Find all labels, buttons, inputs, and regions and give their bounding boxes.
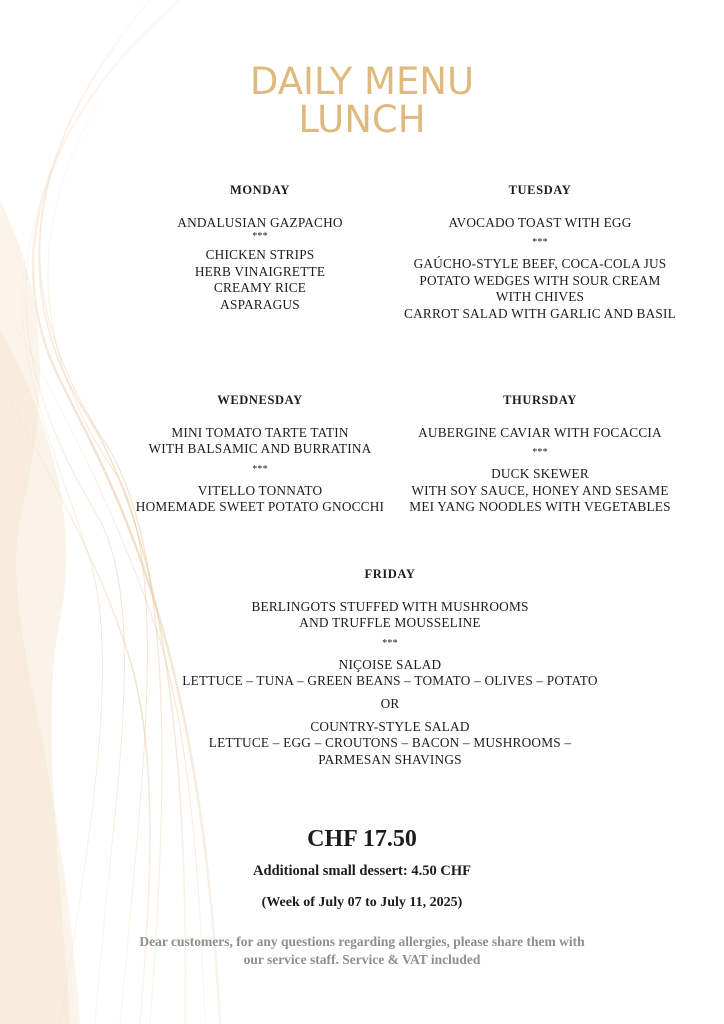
dish-line: CARROT SALAD WITH GARLIC AND BASIL xyxy=(404,305,676,321)
dish-line: WITH BALSAMIC AND BURRATINA xyxy=(148,441,372,457)
week-dates: (Week of July 07 to July 11, 2025) xyxy=(261,895,463,910)
day-friday xyxy=(130,566,650,768)
dessert-price: Additional small dessert: 4.50 CHF xyxy=(253,863,471,879)
dish-line: GAÚCHO-STYLE BEEF, COCA-COLA JUS xyxy=(413,256,667,272)
day-tuesday xyxy=(402,182,678,323)
dish-line: ANDALUSIAN GAZPACHO xyxy=(177,214,343,230)
dish-line: WITH SOY SAUCE, HONEY AND SESAME xyxy=(411,482,669,498)
dish-line: PARMESAN SHAVINGS xyxy=(318,751,462,767)
separator: *** xyxy=(382,637,398,649)
dish-line: AUBERGINE CAVIAR WITH FOCACCIA xyxy=(418,424,662,440)
menu-subtitle: LUNCH xyxy=(298,98,426,141)
dish-line: BERLINGOTS STUFFED WITH MUSHROOMS xyxy=(251,598,529,614)
dish-line: LETTUCE – TUNA – GREEN BEANS – TOMATO – OLIVES – POTATO xyxy=(182,673,598,689)
dish-line: LETTUCE – EGG – CROUTONS – BACON – MUSHROOMS – xyxy=(208,735,572,751)
day-wednesday xyxy=(130,392,390,516)
or-separator: OR xyxy=(380,695,400,711)
menu-title: DAILY MENU xyxy=(249,60,475,103)
dish-line: COUNTRY-STYLE SALAD xyxy=(310,718,470,734)
allergy-note-line: Dear customers, for any questions regarding allergies, please share them with xyxy=(139,934,585,949)
dish-line: MINI TOMATO TARTE TATIN xyxy=(171,424,349,440)
dish-line: ASPARAGUS xyxy=(220,296,300,312)
day-heading: FRIDAY xyxy=(364,567,416,581)
separator: *** xyxy=(252,231,268,243)
day-thursday xyxy=(402,392,678,516)
dish-line: CHICKEN STRIPS xyxy=(205,247,315,263)
dish-line: CREAMY RICE xyxy=(213,280,307,296)
separator: *** xyxy=(532,447,548,459)
dish-line: AVOCADO TOAST WITH EGG xyxy=(448,214,632,230)
dish-line: DUCK SKEWER xyxy=(491,466,589,482)
dish-line: POTATO WEDGES WITH SOUR CREAM xyxy=(419,272,661,288)
allergy-note-line: our service staff. Service & VAT included xyxy=(243,952,481,967)
allergy-note xyxy=(122,933,602,969)
dish-line: WITH CHIVES xyxy=(495,289,585,305)
day-heading: MONDAY xyxy=(229,183,291,197)
dish-line: VITELLO TONNATO xyxy=(197,482,323,498)
dish-line: AND TRUFFLE MOUSSELINE xyxy=(299,615,481,631)
menu-price: CHF 17.50 xyxy=(307,826,417,852)
day-heading: TUESDAY xyxy=(508,183,572,197)
separator: *** xyxy=(252,463,268,475)
dish-line: NIÇOISE SALAD xyxy=(338,656,442,672)
day-heading: THURSDAY xyxy=(503,393,577,407)
dish-line: MEI YANG NOODLES WITH VEGETABLES xyxy=(409,499,671,515)
day-heading: WEDNESDAY xyxy=(217,393,303,407)
dish-line: HERB VINAIGRETTE xyxy=(194,263,326,279)
separator: *** xyxy=(532,237,548,249)
day-monday xyxy=(130,182,390,314)
dish-line: HOMEMADE SWEET POTATO GNOCCHI xyxy=(135,499,385,515)
